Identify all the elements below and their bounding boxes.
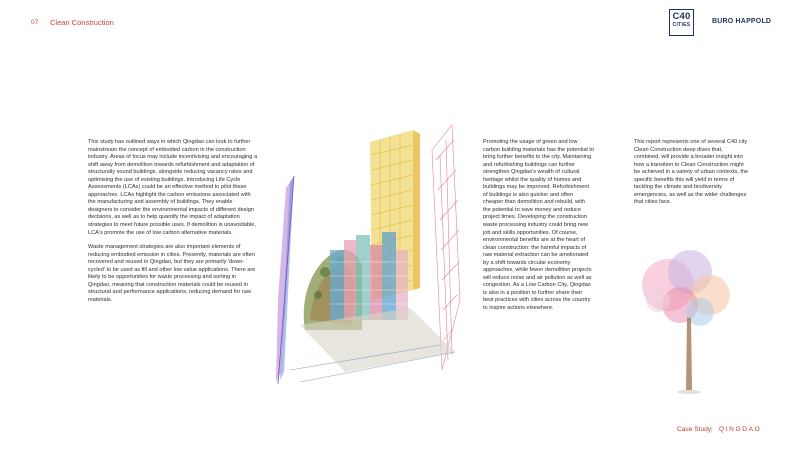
footer-city: QINGDAO — [719, 426, 762, 433]
page-number: 07 — [31, 19, 39, 26]
c40-logo-text: C40 — [672, 11, 691, 22]
text-column-2 — [483, 139, 594, 313]
footer-label: Case Study — [677, 426, 712, 433]
text-column-3 — [634, 139, 749, 207]
sketch-tower-illustration — [432, 125, 460, 370]
buro-happold-logo: BURO HAPPOLD — [712, 18, 772, 25]
section-title: Clean Construction — [50, 18, 114, 27]
text-column-1 — [88, 139, 258, 304]
c40-logo-subtext: CITIES — [672, 22, 691, 28]
paragraph: This report represents one of several C40 city Clean Construction deep dives that, combined, will provide a broader insight into how a transition to Clean Construction might be achieved in a variety of urban contexts, the specific benefits this will yield in terms of tackling the climate and biodiversity emergencies, as well as the wider challenges that cities face. — [634, 139, 749, 206]
tree-illustration — [642, 250, 730, 394]
paragraph: Promoting the usage of green and low carbon building materials has the potential to bring further benefits to the city. Maintaining and refurbishing buildings can further strengthen Qingdao's wealth of cultural heritage whilst the quality of homes and buildings may be improved. Refurbishment of buildings is also quicker and often cheaper than demolition and rebuild, with the potential to save money and reduce project times. Developing the construction waste processing industry could bring new job and skills opportunities. Of course, environmental benefits are at the heart of clean construction: the harmful impacts of raw material extraction can be ameliorated by a shift towards circular economy approaches, while fewer demolition projects will reduce noise and air pollution as well as congestion. As a Low Carbon City, Qingdao is also in a position to further share their best practices with cities across the country to inspire actions elsewhere. — [483, 139, 595, 312]
paragraph: This study has outlined ways in which Qingdao can look to further mainstream the concept of embodied carbon in the construction industry. Areas of focus may include incentivising and encouraging a shift away from demolition towards refurbishment and adaptation of structurally sound buildings, alongside reducing vacancy rates and optimising the use of existing buildings. Introducing Life Cycle Assessments (LCAs) could be an effective method to pilot these approaches. LCAs highlight the carbon emissions associated with the manufacturing and assembly of buildings. They enable designers to consider the environmental impacts of different design decisions, as well as to help quantify the impact of adaptation strategies to meet future possible uses. If demolition is unavoidable, LCA's promote the use of low carbon alternative materials. — [88, 139, 258, 236]
footer-separator: | — [711, 426, 713, 433]
paragraph: Waste management strategies are also important elements of reducing embodied emission in cities. Presently, materials are often recovered and reused in Qingdao, but they are primarily 'down-cycled' to be used as fill and other low value applications. There are likely to be opportunities for waste processing and sorting in Qingdao, meaning that construction materials could be reused in structural and performance applications, reducing demand for raw materials. — [88, 244, 256, 303]
spire-illustration — [276, 176, 294, 384]
